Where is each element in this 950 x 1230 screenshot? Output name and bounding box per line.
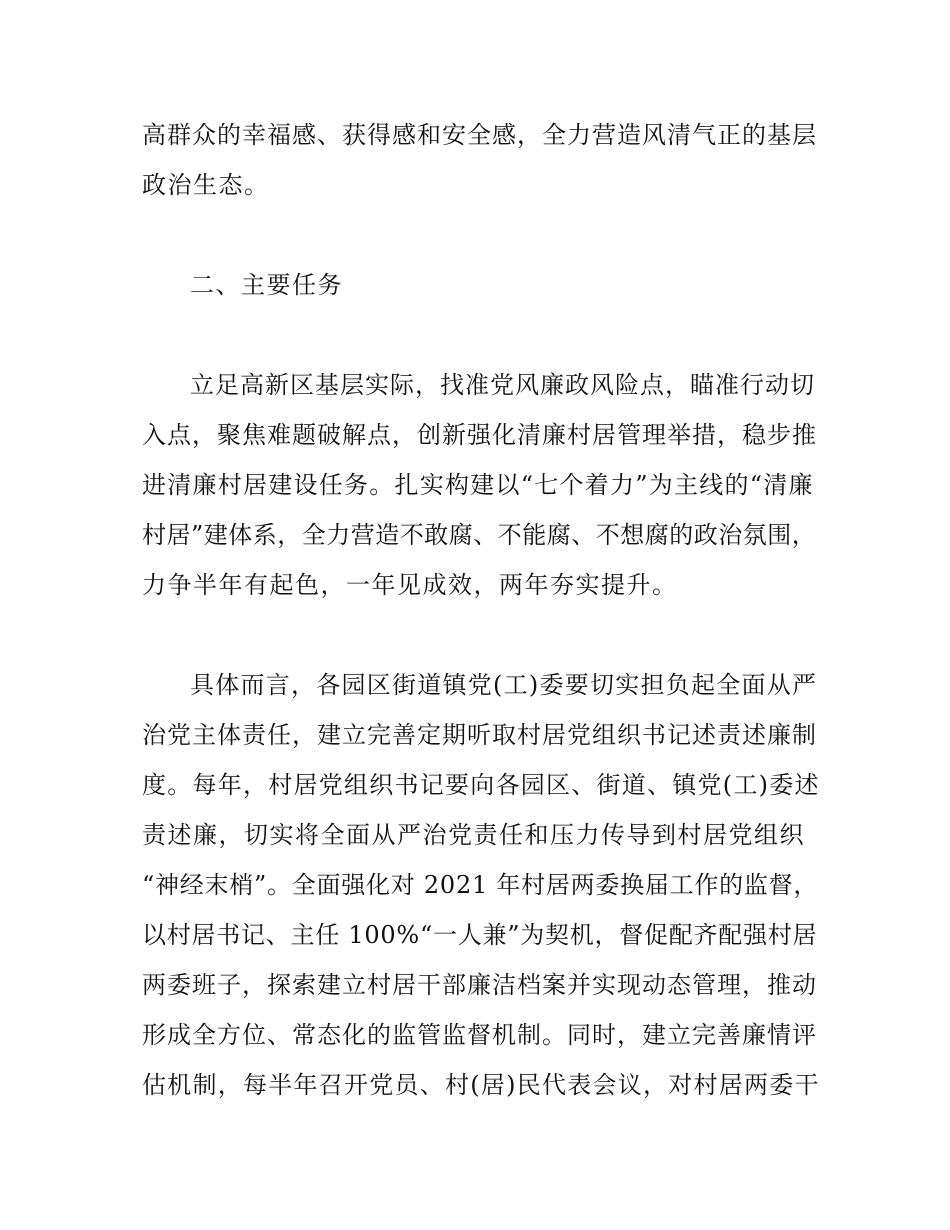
text-line: 治党主体责任，建立完善定期听取村居党组织书记述责述廉制 [142,721,817,749]
text-line: 政治生态。 [142,171,270,199]
heading-main-tasks: 二、主要任务 [190,271,343,299]
text-line: 度。每年，村居党组织书记要向各园区、街道、镇党(工)委述 [142,771,820,799]
text-line: 高群众的幸福感、获得感和安全感，全力营造风清气正的基层 [142,121,817,149]
text-line: 进清廉村居建设任务。扎实构建以“七个着力”为主线的“清廉 [142,471,814,499]
text-line: “神经末梢”。全面强化对 2021 年村居两委换届工作的监督， [142,871,819,899]
text-line: 责述廉，切实将全面从严治党责任和压力传导到村居党组织 [142,821,805,849]
text-line: 力争半年有起色，一年见成效，两年夯实提升。 [142,571,678,599]
text-line: 村居”建体系，全力营造不敢腐、不能腐、不想腐的政治氛围， [142,521,817,549]
text-line: 入点，聚焦难题破解点，创新强化清廉村居管理举措，稳步推 [142,421,817,449]
text-line: 形成全方位、常态化的监管监督机制。同时，建立完善廉情评 [142,1021,817,1049]
text-line: 以村居书记、主任 100%“一人兼”为契机，督促配齐配强村居 [142,921,818,949]
text-line: 估机制，每半年召开党员、村(居)民代表会议，对村居两委干 [142,1071,820,1099]
text-line: 两委班子，探索建立村居干部廉洁档案并实现动态管理，推动 [142,971,817,999]
text-line: 立足高新区基层实际，找准党风廉政风险点，瞄准行动切 [190,371,815,399]
text-line: 具体而言，各园区街道镇党(工)委要切实担负起全面从严 [190,671,818,699]
